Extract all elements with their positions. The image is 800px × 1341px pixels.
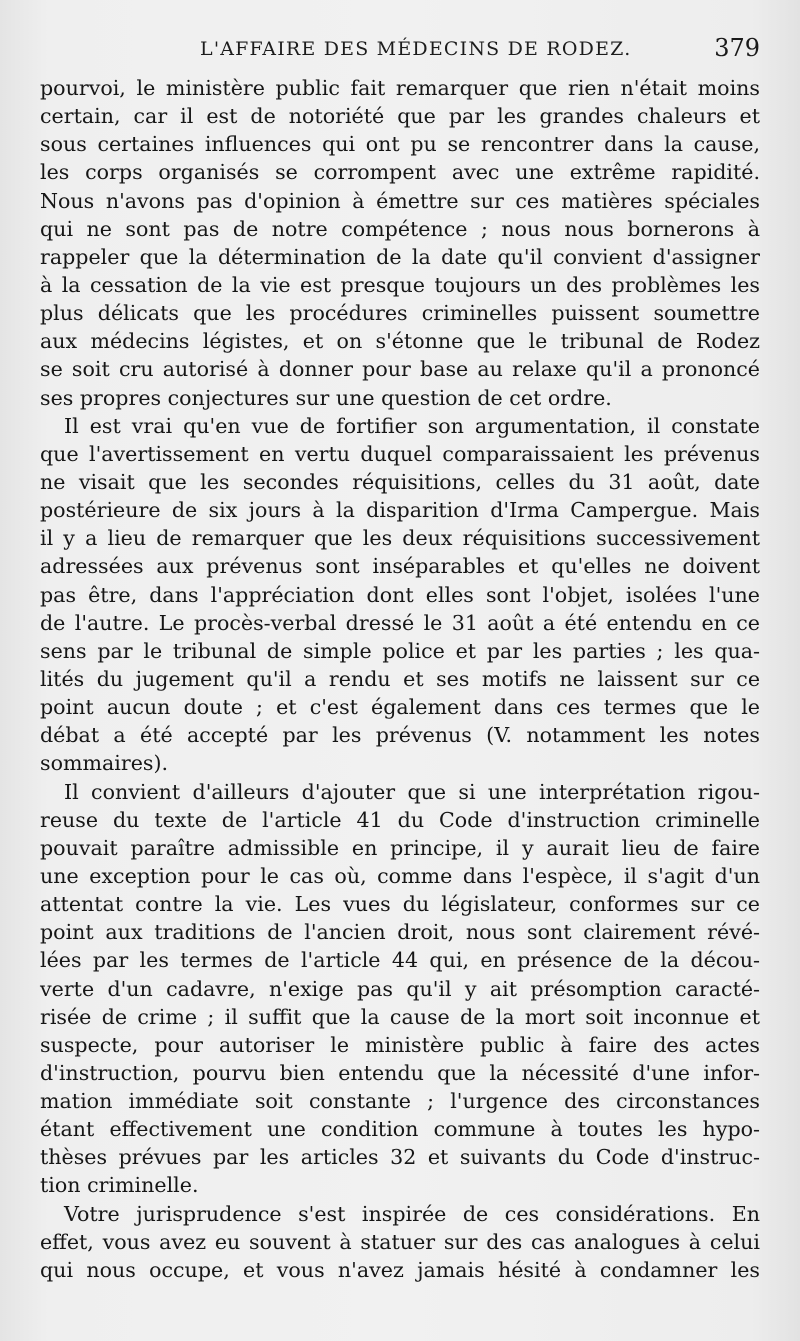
text-line: certain, car il est de notoriété que par les grandes chaleurs et <box>40 104 760 129</box>
text-line: étant effectivement une condition commune à toutes les hypo- <box>40 1117 760 1142</box>
text-line: aux médecins légistes, et on s'étonne que le tribunal de Rodez <box>40 329 760 354</box>
text-line: Votre jurisprudence s'est inspirée de ces considérations. En <box>64 1201 760 1226</box>
text-line: Il convient d'ailleurs d'ajouter que si une interprétation rigou- <box>64 779 760 804</box>
text-line: mation immédiate soit constante ; l'urgence des circonstances <box>40 1089 760 1114</box>
text-line: attentat contre la vie. Les vues du législateur, conformes sur ce <box>40 892 760 917</box>
text-line: ne visait que les secondes réquisitions, celles du 31 août, date <box>40 469 760 494</box>
text-line: une exception pour le cas où, comme dans l'espèce, il s'agit d'un <box>40 863 760 888</box>
text-line: point aucun doute ; et c'est également dans ces termes que le <box>40 695 760 720</box>
text-line: adressées aux prévenus sont inséparables et qu'elles ne doivent <box>40 554 760 579</box>
text-line: Nous n'avons pas d'opinion à émettre sur ces matières spéciales <box>40 188 760 213</box>
text-line: débat a été accepté par les prévenus (V. notamment les notes <box>40 723 760 748</box>
text-line: lités du jugement qu'il a rendu et ses motifs ne laissent sur ce <box>40 666 760 691</box>
body-text <box>40 74 760 1284</box>
text-line: risée de crime ; il suffit que la cause de la mort soit inconnue et <box>40 1004 760 1029</box>
text-line: les corps organisés se corrompent avec une extrême rapidité. <box>40 160 760 185</box>
text-line: pourvoi, le ministère public fait remarquer que rien n'était moins <box>40 76 760 100</box>
running-head: L'AFFAIRE DES MÉDECINS DE RODEZ. <box>200 38 632 60</box>
text-line: reuse du texte de l'article 41 du Code d'instruction criminelle <box>40 807 760 832</box>
text-line: lées par les termes de l'article 44 qui, en présence de la décou- <box>40 948 760 973</box>
text-line: pouvait paraître admissible en principe, il y aurait lieu de faire <box>40 835 760 860</box>
text-line: suspecte, pour autoriser le ministère public à faire des actes <box>40 1032 760 1057</box>
page-header <box>40 34 760 68</box>
text-line: pas être, dans l'appréciation dont elles sont l'objet, isolées l'une <box>40 582 760 607</box>
text-line: sens par le tribunal de simple police et par les parties ; les qua- <box>40 638 760 663</box>
text-line: d'instruction, pourvu bien entendu que la nécessité d'une infor- <box>40 1060 760 1085</box>
text-line: sous certaines influences qui ont pu se rencontrer dans la cause, <box>40 132 760 157</box>
text-line: sommaires). <box>40 751 169 776</box>
text-line: tion criminelle. <box>40 1173 199 1198</box>
text-line: effet, vous avez eu souvent à statuer sur des cas analogues à celui <box>40 1229 760 1254</box>
text-line: thèses prévues par les articles 32 et suivants du Code d'instruc- <box>40 1145 760 1170</box>
text-line: à la cessation de la vie est presque toujours un des problèmes les <box>40 272 760 297</box>
text-line: rappeler que la détermination de la date qu'il convient d'assigner <box>40 244 760 269</box>
text-line: de l'autre. Le procès-verbal dressé le 31 août a été entendu en ce <box>40 610 760 635</box>
text-line: plus délicats que les procédures criminelles puissent soumettre <box>40 301 760 326</box>
text-line: qui nous occupe, et vous n'avez jamais hésité à condamner les <box>40 1257 760 1282</box>
text-line: postérieure de six jours à la disparition d'Irma Campergue. Mais <box>40 498 760 523</box>
text-line: point aux traditions de l'ancien droit, nous sont clairement révé- <box>40 920 760 945</box>
text-line: se soit cru autorisé à donner pour base au relaxe qu'il a prononcé <box>40 357 760 382</box>
text-line: Il est vrai qu'en vue de fortifier son argumentation, il constate <box>64 413 760 438</box>
text-line: que l'avertissement en vertu duquel comparaissaient les prévenus <box>40 441 760 466</box>
text-line: qui ne sont pas de notre compétence ; nous nous bornerons à <box>40 216 760 241</box>
page-number: 379 <box>714 34 760 62</box>
text-line: ses propres conjectures sur une question de cet ordre. <box>40 385 612 410</box>
text-line: verte d'un cadavre, n'exige pas qu'il y ait présomption caracté- <box>40 976 760 1001</box>
text-line: il y a lieu de remarquer que les deux réquisitions successivement <box>40 526 760 551</box>
